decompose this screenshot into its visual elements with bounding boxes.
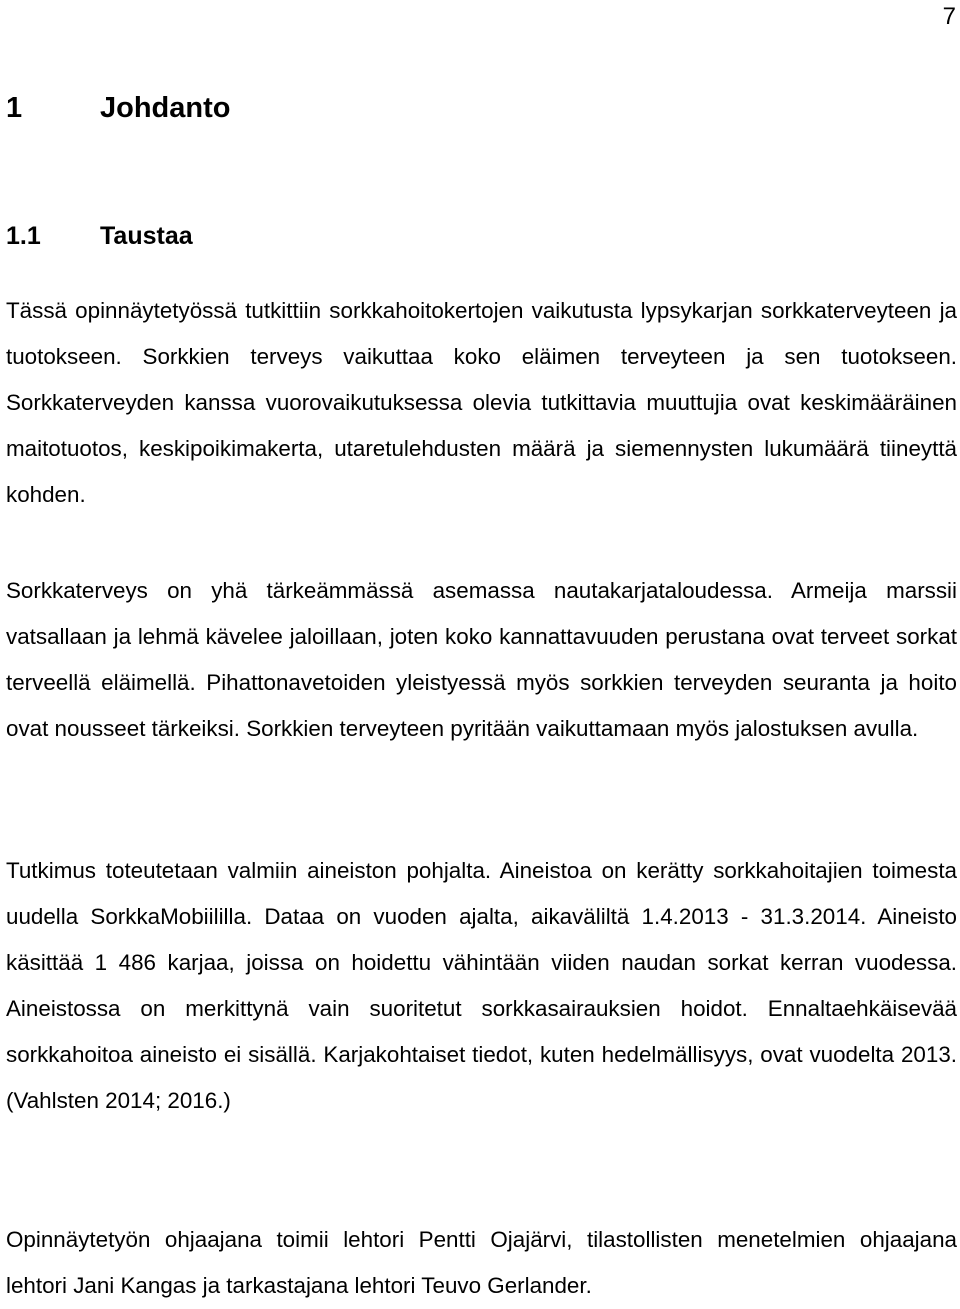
chapter-heading — [6, 90, 231, 126]
paragraph-supervisors: Opinnäytetyön ohjaajana toimii lehtori Pentti Ojajärvi, tilastollisten menetelmien ohjaajana lehtori Jani Kangas ja tarkastajana lehtori Teuvo Gerlander. — [6, 1227, 957, 1298]
paragraph-importance: Sorkkaterveys on yhä tärkeämmässä asemassa nautakarjataloudessa. Armeija marssii vatsallaan ja lehmä kävelee jaloillaan, joten koko kannattavuuden perustana ovat terveet sorkat terveellä eläimellä. Pihattonavetoiden yleistyessä myös sorkkien terveyden seuranta ja hoito ovat nousseet tärkeiksi. Sorkkien terveyteen pyritään vaikuttamaan myös jalostuksen avulla. — [6, 578, 957, 741]
chapter-title: Johdanto — [100, 92, 231, 124]
section-title: Taustaa — [100, 222, 193, 250]
chapter-number: 1 — [6, 92, 23, 124]
section-heading — [6, 220, 193, 252]
section-number: 1.1 — [6, 222, 41, 250]
paragraph-data: Tutkimus toteutetaan valmiin aineiston pohjalta. Aineistoa on kerätty sorkkahoitajien toimesta uudella SorkkaMobiililla. Dataa on vuoden ajalta, aikaväliltä 1.4.2013 - 31.3.2014. Aineisto käsittää 1 486 karjaa, joissa on hoidettu vähintään viiden naudan sorkat kerran vuodessa. Aineistossa on merkittynä vain suoritetut sorkkasairauksien hoidot. Ennaltaehkäisevää sorkkahoitoa aineisto ei sisällä. Karjakohtaiset tiedot, kuten hedelmällisyys, ovat vuodelta 2013. (Vahlsten 2014; 2016.) — [6, 858, 957, 1113]
paragraph-background: Tässä opinnäytetyössä tutkittiin sorkkahoitokertojen vaikutusta lypsykarjan sorkkaterveyteen ja tuotokseen. Sorkkien terveys vaikuttaa koko eläimen terveyteen ja sen tuotokseen. Sorkkaterveyden kanssa vuorovaikutuksessa olevia tutkittavia muuttujia ovat keskimääräinen maitotuotos, keskipoikimakerta, utaretulehdusten määrä ja siemennysten lukumäärä tiineyttä kohden. — [6, 298, 957, 507]
page-number: 7 — [942, 3, 956, 30]
